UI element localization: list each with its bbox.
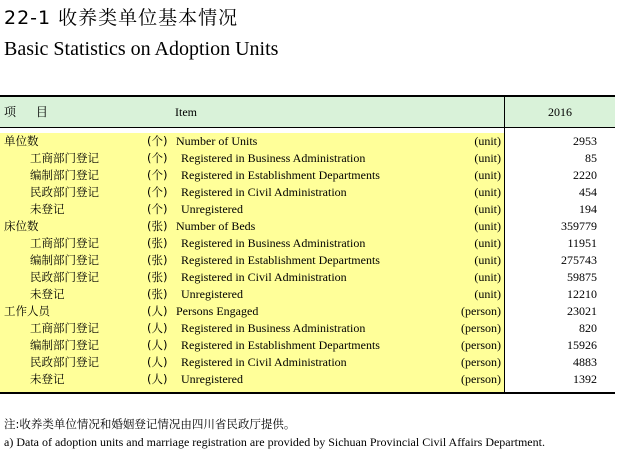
row-value: 11951 xyxy=(567,236,597,250)
row-unit-chinese: (人) xyxy=(147,304,168,318)
row-label-english: Registered in Business Administration xyxy=(181,151,366,165)
row-value: 15926 xyxy=(567,338,597,352)
table-row xyxy=(0,184,504,201)
row-unit-english: (unit) xyxy=(474,287,501,301)
row-value: 454 xyxy=(579,185,597,199)
row-label-english: Unregistered xyxy=(181,372,243,386)
row-label-english: Registered in Business Administration xyxy=(181,321,366,335)
row-unit-english: (person) xyxy=(461,372,501,386)
row-label-chinese: 未登记 xyxy=(30,372,65,386)
row-unit-english: (unit) xyxy=(474,168,501,182)
row-label-chinese: 工作人员 xyxy=(4,304,50,318)
row-label-english: Persons Engaged xyxy=(176,304,259,318)
row-label-chinese: 民政部门登记 xyxy=(30,270,99,284)
row-unit-chinese: (个) xyxy=(147,202,168,216)
header-item-cell xyxy=(0,97,505,127)
row-unit-chinese: (人) xyxy=(147,355,168,369)
row-value: 820 xyxy=(579,321,597,335)
table-row xyxy=(0,337,504,354)
table-header xyxy=(0,97,615,128)
page-title-english: Basic Statistics on Adoption Units xyxy=(4,38,279,60)
row-unit-english: (unit) xyxy=(474,185,501,199)
row-unit-english: (unit) xyxy=(474,151,501,165)
footnote-english: a) Data of adoption units and marriage registration are provided by Sichuan Provincial Civil Affairs Department. xyxy=(4,435,545,449)
footnote-chinese: 注:收养类单位情况和婚姻登记情况由四川省民政厅提供。 xyxy=(4,417,296,431)
row-value: 2220 xyxy=(573,168,597,182)
row-unit-english: (unit) xyxy=(474,236,501,250)
table-row xyxy=(0,201,504,218)
row-label-chinese: 单位数 xyxy=(4,134,39,148)
row-unit-english: (person) xyxy=(461,338,501,352)
row-unit-chinese: (张) xyxy=(147,253,168,267)
row-value: 59875 xyxy=(567,270,597,284)
row-unit-english: (unit) xyxy=(474,134,501,148)
item-column xyxy=(0,133,505,392)
row-value: 275743 xyxy=(561,253,597,267)
row-label-english: Registered in Establishment Departments xyxy=(181,253,380,267)
row-label-chinese: 编制部门登记 xyxy=(30,338,99,352)
table-row xyxy=(0,133,504,150)
row-label-chinese: 工商部门登记 xyxy=(30,151,99,165)
row-unit-chinese: (张) xyxy=(147,287,168,301)
row-label-chinese: 民政部门登记 xyxy=(30,355,99,369)
table-row xyxy=(0,320,504,337)
row-label-chinese: 工商部门登记 xyxy=(30,321,99,335)
row-unit-chinese: (个) xyxy=(147,151,168,165)
row-unit-english: (person) xyxy=(461,304,501,318)
row-label-english: Registered in Civil Administration xyxy=(181,185,347,199)
row-label-chinese: 未登记 xyxy=(30,287,65,301)
header-xiangmu: 项 目 xyxy=(4,105,56,119)
row-unit-chinese: (张) xyxy=(147,219,168,233)
row-unit-chinese: (人) xyxy=(147,338,168,352)
table-row xyxy=(0,286,504,303)
table-row xyxy=(0,371,504,388)
row-unit-english: (unit) xyxy=(474,202,501,216)
row-label-english: Registered in Establishment Departments xyxy=(181,168,380,182)
row-label-english: Unregistered xyxy=(181,287,243,301)
table-row xyxy=(0,167,504,184)
row-value: 194 xyxy=(579,202,597,216)
table-row xyxy=(0,150,504,167)
table-row xyxy=(0,252,504,269)
row-label-english: Unregistered xyxy=(181,202,243,216)
statistics-table xyxy=(0,95,615,394)
row-unit-english: (unit) xyxy=(474,219,501,233)
row-unit-chinese: (人) xyxy=(147,372,168,386)
row-label-chinese: 编制部门登记 xyxy=(30,168,99,182)
row-unit-chinese: (人) xyxy=(147,321,168,335)
row-label-english: Registered in Civil Administration xyxy=(181,270,347,284)
table-row xyxy=(0,218,504,235)
row-label-english: Registered in Business Administration xyxy=(181,236,366,250)
row-value: 85 xyxy=(585,151,597,165)
row-unit-english: (unit) xyxy=(474,270,501,284)
row-label-english: Registered in Civil Administration xyxy=(181,355,347,369)
table-row xyxy=(0,354,504,371)
row-unit-chinese: (张) xyxy=(147,236,168,250)
row-unit-chinese: (张) xyxy=(147,270,168,284)
table-row xyxy=(0,235,504,252)
value-column xyxy=(505,133,615,392)
row-unit-english: (person) xyxy=(461,321,501,335)
row-label-chinese: 床位数 xyxy=(4,219,39,233)
row-value: 1392 xyxy=(573,372,597,386)
row-label-chinese: 编制部门登记 xyxy=(30,253,99,267)
header-year: 2016 xyxy=(505,97,615,127)
row-value: 2953 xyxy=(573,134,597,148)
row-label-english: Number of Beds xyxy=(176,219,256,233)
table-body xyxy=(0,133,615,392)
row-value: 359779 xyxy=(561,219,597,233)
row-unit-chinese: (个) xyxy=(147,134,168,148)
row-value: 12210 xyxy=(567,287,597,301)
page-title-chinese: 22-1 收养类单位基本情况 xyxy=(4,7,239,29)
row-label-chinese: 工商部门登记 xyxy=(30,236,99,250)
row-value: 4883 xyxy=(573,355,597,369)
row-label-chinese: 民政部门登记 xyxy=(30,185,99,199)
row-unit-english: (person) xyxy=(461,355,501,369)
row-unit-chinese: (个) xyxy=(147,168,168,182)
row-label-english: Number of Units xyxy=(176,134,258,148)
row-label-chinese: 未登记 xyxy=(30,202,65,216)
row-label-english: Registered in Establishment Departments xyxy=(181,338,380,352)
table-row xyxy=(0,303,504,320)
row-unit-english: (unit) xyxy=(474,253,501,267)
row-unit-chinese: (个) xyxy=(147,185,168,199)
table-row xyxy=(0,269,504,286)
row-value: 23021 xyxy=(567,304,597,318)
header-item: Item xyxy=(175,105,197,119)
